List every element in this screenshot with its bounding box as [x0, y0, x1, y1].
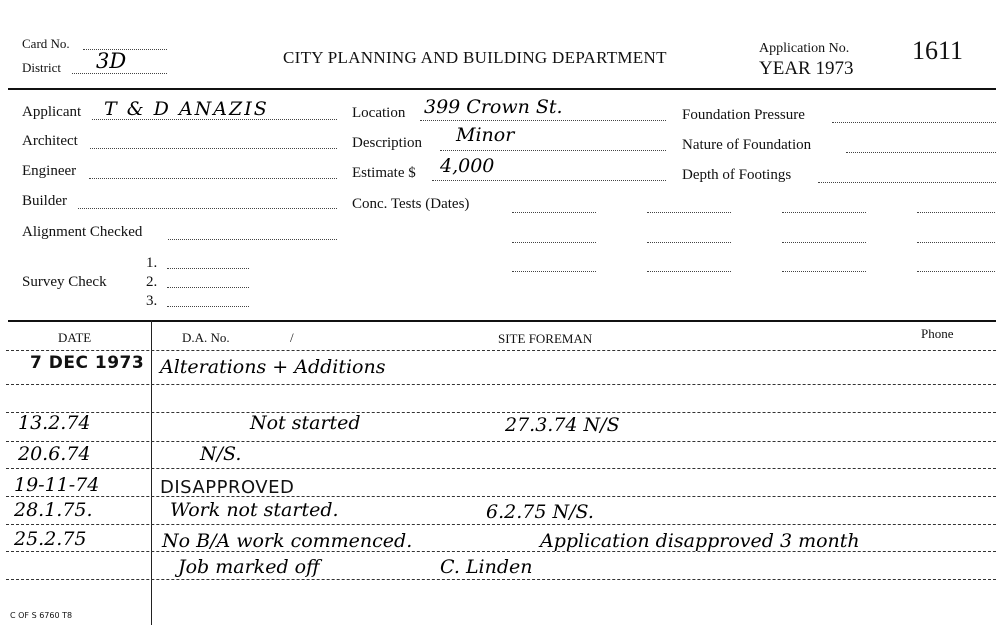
log-date: 25.2.75 — [14, 528, 87, 550]
log-entry-extra: 27.3.74 N/S — [505, 414, 620, 436]
location-label: Location — [352, 105, 406, 121]
estimate-field — [432, 180, 666, 181]
location-value: 399 Crown St. — [424, 96, 563, 118]
log-entry: Not started — [250, 412, 361, 434]
log-entry-extra: 6.2.75 N/S. — [486, 501, 594, 523]
log-entry: No B/A work commenced. — [162, 530, 413, 552]
form-code: C OF S 6760 T8 — [10, 611, 73, 620]
foundation-pressure-label: Foundation Pressure — [682, 107, 805, 123]
description-label: Description — [352, 135, 422, 151]
description-field — [440, 150, 666, 151]
estimate-label: Estimate $ — [352, 165, 416, 181]
row-divider — [6, 496, 996, 497]
nature-foundation-label: Nature of Foundation — [682, 137, 812, 153]
conc-test-field — [782, 242, 866, 243]
survey-1-field — [167, 268, 249, 269]
log-entry: Alterations + Additions — [160, 356, 386, 378]
log-date: 13.2.74 — [18, 412, 91, 434]
row-divider — [6, 468, 996, 469]
application-number: 1611 — [912, 36, 964, 65]
survey-2-field — [167, 287, 249, 288]
log-entry-extra: Application disapproved 3 month — [540, 530, 860, 552]
conc-test-field — [647, 242, 731, 243]
engineer-label: Engineer — [22, 163, 77, 179]
district-field — [72, 73, 167, 74]
conc-test-field — [647, 271, 731, 272]
log-date: 19-11-74 — [14, 474, 100, 496]
row-divider — [6, 524, 996, 525]
builder-label: Builder — [22, 193, 67, 209]
depth-footings-field — [818, 182, 996, 183]
da-slash: / — [290, 330, 294, 345]
location-field — [420, 120, 666, 121]
year-label: YEAR 1973 — [759, 58, 854, 79]
card-no-label: Card No. — [22, 36, 70, 51]
row-divider — [6, 384, 996, 385]
conc-test-field — [782, 271, 866, 272]
log-entry: DISAPPROVED — [160, 477, 295, 498]
row-divider — [6, 412, 996, 413]
survey-2-label: 2. — [146, 274, 158, 290]
section-divider — [8, 320, 996, 322]
log-entry-extra: C. Linden — [440, 556, 533, 578]
log-entry: N/S. — [200, 443, 242, 465]
date-header: DATE — [58, 330, 92, 345]
district-value: 3D — [96, 49, 127, 73]
department-title: CITY PLANNING AND BUILDING DEPARTMENT — [283, 48, 667, 67]
conc-test-field — [917, 271, 995, 272]
description-value: Minor — [456, 124, 515, 146]
log-date: 7 DEC 1973 — [30, 353, 145, 373]
survey-3-label: 3. — [146, 293, 158, 309]
log-date: 28.1.75. — [14, 499, 93, 521]
applicant-label: Applicant — [22, 104, 82, 120]
conc-test-field — [512, 242, 596, 243]
applicant-value: T & D ANAZIS — [104, 98, 269, 120]
log-entry: Work not started. — [170, 499, 339, 521]
log-date: 20.6.74 — [18, 443, 91, 465]
row-divider — [6, 579, 996, 580]
da-no-header: D.A. No. — [182, 330, 230, 345]
conc-test-field — [917, 212, 995, 213]
row-divider — [6, 350, 996, 351]
application-label: Application No. — [759, 41, 850, 56]
conc-test-field — [647, 212, 731, 213]
district-label: District — [22, 60, 61, 75]
survey-check-label: Survey Check — [22, 274, 107, 290]
nature-foundation-field — [846, 152, 996, 153]
conc-tests-label: Conc. Tests (Dates) — [352, 196, 470, 212]
builder-field — [78, 208, 337, 209]
survey-1-label: 1. — [146, 255, 158, 271]
conc-test-field — [512, 212, 596, 213]
foundation-pressure-field — [832, 122, 996, 123]
log-entry: Job marked off — [178, 556, 320, 578]
site-foreman-header: SITE FOREMAN — [498, 331, 593, 346]
conc-test-field — [917, 242, 995, 243]
header-divider — [8, 88, 996, 90]
row-divider — [6, 441, 996, 442]
phone-header: Phone — [921, 326, 954, 341]
conc-test-field — [512, 271, 596, 272]
engineer-field — [89, 178, 337, 179]
architect-field — [90, 148, 337, 149]
depth-footings-label: Depth of Footings — [682, 167, 792, 183]
survey-3-field — [167, 306, 249, 307]
alignment-field — [168, 239, 337, 240]
alignment-label: Alignment Checked — [22, 224, 143, 240]
architect-label: Architect — [22, 133, 78, 149]
estimate-value: 4,000 — [440, 155, 495, 177]
conc-test-field — [782, 212, 866, 213]
